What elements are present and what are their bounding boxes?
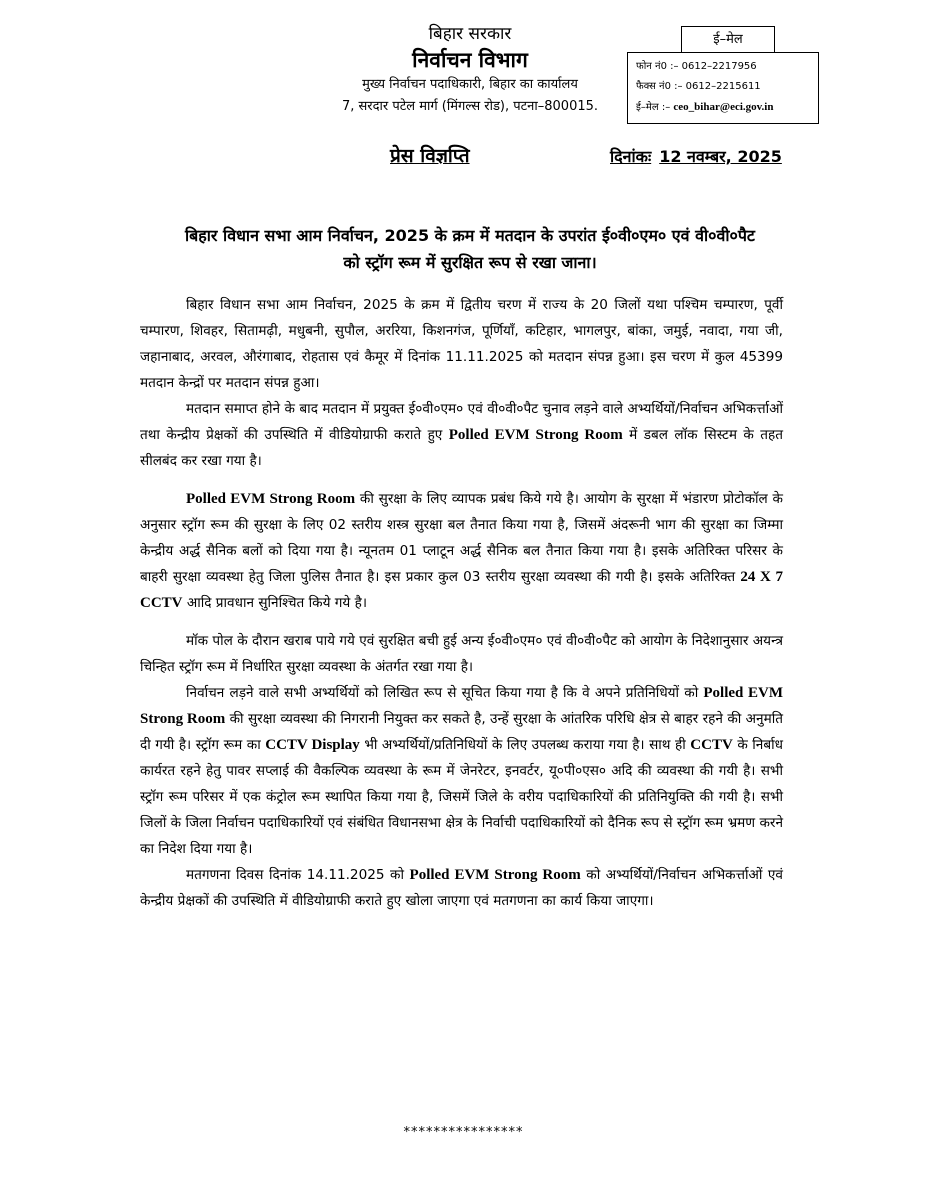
letterhead bbox=[300, 22, 640, 118]
paragraph-6-text-a: मतगणना दिवस दिनांक 14.11.2025 को bbox=[186, 867, 410, 883]
paragraph-5-text-d: के निर्बाध कार्यरत रहने हेतु पावर सप्लाई की वैकल्पिक व्यवस्था के रूम में जेनरेटर, इनवर्टर, यू०पी०एस० अदि की व्यवस्था की गयी है। सभी स्ट्रॉग रूम परिसर में एक कंट्रोल रूम स्थापित किया गया है, जिसमें जिले के वरीय पदाधिकारियों की प्रतिनियुक्ति की गयी है। सभी जिलों के जिला निर्वाचन पदाधिकारियों एवं संबंधित विधानसभा क्षेत्र के निर्वाची पदाधिकारियों को दैनिक रूप से स्ट्रॉग रूम भ्रमण करने का निदेश दिया गया है। bbox=[140, 737, 783, 857]
paragraph-3-text-b: आदि प्रावधान सुनिश्चित किये गये है। bbox=[182, 595, 367, 611]
paragraph-6-text-b: को अभ्यर्थियों/निर्वाचन अभिकर्त्ताओं एवं केन्द्रीय प्रेक्षकों की उपस्थिति में वीडियोग्राफी कराते हुए खोला जाएगा एवं मतगणना का कार्य किया जाएगा। bbox=[140, 867, 783, 909]
paragraph-2 bbox=[140, 396, 783, 474]
paragraph-5-term-2: CCTV Display bbox=[265, 737, 360, 753]
paragraph-6-term: Polled EVM Strong Room bbox=[409, 867, 581, 883]
paragraph-2-term: Polled EVM Strong Room bbox=[448, 427, 623, 443]
contact-box bbox=[627, 52, 819, 124]
title-line-2: को स्ट्रॉग रूम में सुरक्षित रूप से रखा जाना। bbox=[343, 253, 597, 272]
date-value: 12 नवम्बर, 2025 bbox=[659, 147, 782, 166]
paragraph-5-term-3: CCTV bbox=[690, 737, 733, 753]
date-label: दिनांकः bbox=[610, 147, 652, 166]
paragraph-3-text-a: की सुरक्षा के लिए व्यापक प्रबंध किये गये है। आयोग के सुरक्षा में भंडारण प्रोटोकॉल के अनुसार स्ट्रॉग रूम की सुरक्षा के लिए 02 स्तरीय शस्त्र सुरक्षा बल तैनात किया गया है, जिसमें अंदरूनी भाग की सुरक्षा का जिम्मा केन्द्रीय अर्द्ध सैनिक बलों को दिया गया है। न्यूनतम 01 प्लाटून अर्द्ध सैनिक बल तैनात किया गया है। इसके अतिरिक्त परिसर के बाहरी सुरक्षा व्यवस्था हेतु जिला पुलिस तैनात है। इस प्रकार कुल 03 स्तरीय सुरक्षा व्यवस्था की गयी है। इसके अतिरिक्त bbox=[140, 491, 783, 585]
paragraph-3-term-2: 24 X 7 CCTV bbox=[140, 569, 784, 611]
office-address: 7, सरदार पटेल मार्ग (मिंगल्स रोड), पटना–800015. bbox=[341, 99, 599, 114]
release-body bbox=[140, 292, 783, 914]
paragraph-2-text-a: मतदान समाप्त होने के बाद मतदान में प्रयुक्त ई०वी०एम० एवं वी०वी०पैट चुनाव लड़ने वाले अभ्यर्थियों/निर्वाचन अभिकर्त्ताओं तथा केन्द्रीय प्रेक्षकों की उपस्थिति में वीडियोग्राफी कराते हुए bbox=[140, 401, 783, 443]
department-name: निर्वाचन विभाग bbox=[412, 48, 528, 72]
title-line-1: बिहार विधान सभा आम निर्वाचन, 2025 के क्रम में मतदान के उपरांत ई०वी०एम० एवं वी०वी०पैट bbox=[185, 226, 755, 245]
email-label: ई–मेल :– bbox=[636, 102, 674, 113]
release-title bbox=[110, 222, 830, 276]
paragraph-5-text-b: की सुरक्षा व्यवस्था की निगरानी नियुक्त कर सकते है, उन्हें सुरक्षा के आंतरिक परिधि क्षेत्र से बाहर रहने की अनुमति दी गयी है। स्ट्रॉग रूम का bbox=[140, 711, 783, 753]
government-name: बिहार सरकार bbox=[428, 24, 512, 44]
paragraph-6 bbox=[140, 862, 783, 914]
paragraph-2-text-b: में डबल लॉक सिस्टम के तहत सीलबंद कर रखा गया है। bbox=[140, 427, 784, 469]
paragraph-4: मॉक पोल के दौरान खराब पाये गये एवं सुरक्षित बची हुई अन्य ई०वी०एम० एवं वी०वी०पैट को आयोग के निदेशानुसार अयन्त्र चिन्हित स्ट्रॉग रूम में निर्धारित सुरक्षा व्यवस्था के अंतर्गत रखा गया है। bbox=[140, 633, 783, 675]
email-tab-label: ई–मेल bbox=[681, 26, 775, 53]
fax-number: फैक्स नं0 :– 0612–2215611 bbox=[636, 81, 761, 92]
phone-number: फोन नं0 :– 0612–2217956 bbox=[636, 61, 757, 72]
paragraph-5-text-a: निर्वाचन लड़ने वाले सभी अभ्यर्थियों को लिखित रूप से सूचित किया गया है कि वे अपने प्रतिनिधियों को bbox=[186, 685, 704, 701]
email-row bbox=[628, 97, 818, 118]
paragraph-3-term-1: Polled EVM Strong Room bbox=[186, 491, 356, 507]
end-marker: **************** bbox=[403, 1125, 524, 1140]
release-date bbox=[610, 144, 782, 170]
paragraph-5-text-c: भी अभ्यर्थियों/प्रतिनिधियों के लिए उपलब्ध कराया गया है। साथ ही bbox=[359, 737, 691, 753]
press-release-label: प्रेस विज्ञप्ति bbox=[390, 145, 470, 167]
paragraph-1: बिहार विधान सभा आम निर्वाचन, 2025 के क्रम में द्वितीय चरण में राज्य के 20 जिलों यथा पश्चिम चम्पारण, पूर्वी चम्पारण, शिवहर, सितामढ़ी, मधुबनी, सुपौल, अररिया, किशनगंज, पूर्णियाँ, कटिहार, भागलपुर, बांका, जमुई, नवादा, गया जी, जहानाबाद, अरवल, औरंगाबाद, रोहतास एवं कैमूर में दिनांक 11.11.2025 को मतदान संपन्न हुआ। इस चरण में कुल 45399 मतदान केन्द्रों पर मतदान संपन्न हुआ। bbox=[140, 297, 783, 391]
office-name: मुख्य निर्वाचन पदाधिकारी, बिहार का कार्यालय bbox=[362, 77, 578, 92]
paragraph-3 bbox=[140, 486, 783, 616]
paragraph-5 bbox=[140, 680, 783, 862]
email-address[interactable]: ceo_bihar@eci.gov.in bbox=[673, 101, 774, 113]
paragraph-5-term-1: Polled EVM Strong Room bbox=[140, 685, 783, 727]
